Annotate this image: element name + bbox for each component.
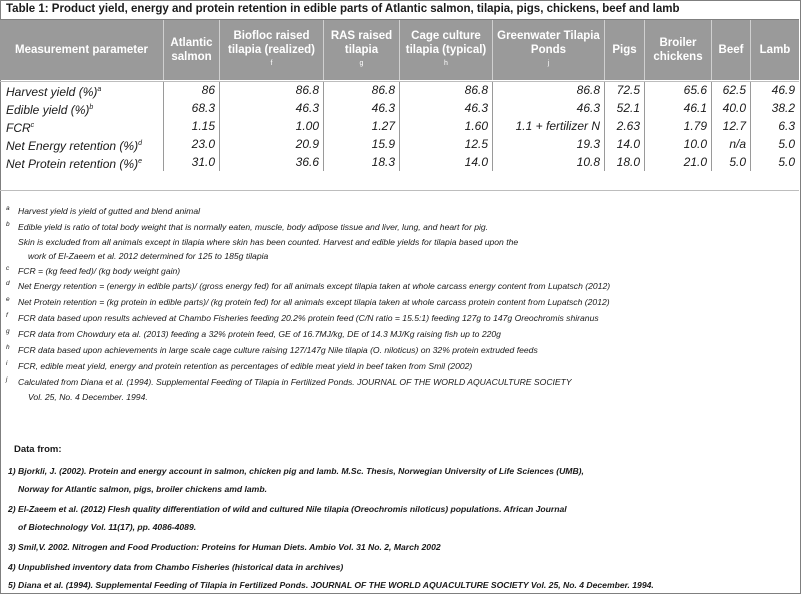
- table-cell: 46.3: [399, 99, 492, 117]
- table-cell: 62.5: [711, 81, 750, 99]
- column-header-label: Lamb: [759, 44, 791, 56]
- table-cell: 18.0: [604, 153, 644, 171]
- footnote-mark: f: [6, 312, 8, 319]
- footnote-text: work of El-Zaeem et al. 2012 determined for 125 to 185g tilapia: [28, 251, 269, 261]
- footnote-mark: g: [6, 328, 10, 335]
- table-cell: 19.3: [492, 135, 604, 153]
- column-header: [711, 20, 750, 80]
- source-reference: 3) Smil,V. 2002. Nitrogen and Food Production: Proteins for Human Diets. Ambio Vol. 31 No. 2, March 2002: [8, 542, 441, 552]
- row-label-footnote-mark: b: [89, 104, 94, 111]
- table-cell: 12.7: [711, 117, 750, 135]
- column-header: [0, 20, 163, 80]
- footnote-text: Calculated from Diana et al. (1994). Supplemental Feeding of Tilapia in Fertilized Ponds. JOURNAL OF THE WORLD AQUACULTURE SOCIETY: [18, 377, 572, 387]
- row-label-footnote-mark: c: [30, 122, 35, 129]
- column-header-footnote-mark: h: [444, 60, 448, 67]
- footnote-text: Net Energy retention = (energy in edible parts)/ (gross energy fed) for all animals except tilapia taken at whole carcass energy content from Lupatsch (2012): [18, 281, 611, 291]
- table-cell: 65.6: [644, 81, 711, 99]
- table-cell: 86: [163, 81, 219, 99]
- table-row: [0, 153, 799, 171]
- table-cell: 21.0: [644, 153, 711, 171]
- row-label: [0, 99, 163, 117]
- row-label-footnote-mark: e: [138, 158, 142, 165]
- table-cell: 18.3: [323, 153, 399, 171]
- table-row: [0, 117, 799, 135]
- table-cell: 46.3: [323, 99, 399, 117]
- source-reference: 2) El-Zaeem et al. (2012) Flesh quality differentiation of wild and cultured Nile tilapia (Oreochromis niloticus) populations. African Journal: [8, 504, 567, 514]
- table-cell: 46.9: [750, 81, 799, 99]
- table-cell: 2.63: [604, 117, 644, 135]
- source-reference: 1) Bjorkli, J. (2002). Protein and energy account in salmon, chicken pig and lamb. M.Sc. Thesis, Norwegian University of Life Sciences (UMB),: [8, 466, 584, 476]
- column-header-label: Biofloc raised tilapia (realized): [228, 30, 315, 56]
- table-row: [0, 135, 799, 153]
- row-label-text: Net Protein retention (%): [6, 157, 139, 171]
- table-title: Table 1: Product yield, energy and protein retention in edible parts of Atlantic salmon, tilapia, pigs, chickens, beef and lamb: [0, 0, 799, 20]
- column-header: [399, 20, 492, 80]
- table-cell: 1.1 + fertilizer N: [492, 117, 604, 135]
- table-cell: 5.0: [750, 153, 799, 171]
- table-cell: 1.27: [323, 117, 399, 135]
- table-cell: 1.15: [163, 117, 219, 135]
- table-cell: 1.60: [399, 117, 492, 135]
- footnote-mark: h: [6, 344, 10, 351]
- footnote-text: Net Protein retention = (kg protein in edible parts)/ (kg protein fed) for all animals except tilapia taken at whole carcass protein content from Lupatsch (2012): [18, 297, 610, 307]
- table-cell: 68.3: [163, 99, 219, 117]
- source-reference: of Biotechnology Vol. 11(17), pp. 4086-4089.: [18, 522, 197, 532]
- table-cell: 23.0: [163, 135, 219, 153]
- column-header: [323, 20, 399, 80]
- footnote-text: Harvest yield is yield of gutted and blend animal: [18, 206, 201, 216]
- table-cell: 1.00: [219, 117, 323, 135]
- table-cell: 46.1: [644, 99, 711, 117]
- row-label-footnote-mark: a: [97, 86, 102, 93]
- source-reference: 4) Unpublished inventory data from Chambo Fisheries (historical data in archives): [8, 562, 344, 572]
- column-header-footnote-mark: f: [270, 60, 273, 67]
- table-cell: 5.0: [711, 153, 750, 171]
- column-header: [644, 20, 711, 80]
- column-header-label: Cage culture tilapia (typical): [405, 30, 487, 56]
- footnote-mark: e: [6, 296, 10, 303]
- row-label: [0, 117, 163, 135]
- data-from-heading: Data from:: [14, 444, 62, 455]
- column-header: [492, 20, 604, 80]
- footnote-text: FCR data from Chowdury eta al. (2013) feeding a 32% protein feed, GE of 16.7MJ/kg, DE of 14.3 MJ/Kg raising fish up to 220g: [18, 329, 501, 339]
- column-header: [750, 20, 799, 80]
- footnote-text: FCR = (kg feed fed)/ (kg body weight gain): [18, 266, 181, 276]
- row-label-text: Net Energy retention (%): [6, 139, 139, 153]
- table-cell: 12.5: [399, 135, 492, 153]
- row-label: [0, 153, 163, 171]
- table-cell: 10.8: [492, 153, 604, 171]
- table-rule: [0, 190, 799, 191]
- table-row: [0, 99, 799, 117]
- column-header-label: Pigs: [612, 44, 637, 56]
- row-label-text: Edible yield (%): [6, 103, 90, 117]
- table-cell: 40.0: [711, 99, 750, 117]
- table-cell: 36.6: [219, 153, 323, 171]
- table-cell: 1.79: [644, 117, 711, 135]
- row-label-text: Harvest yield (%): [6, 85, 98, 99]
- table-cell: 86.8: [219, 81, 323, 99]
- row-label: [0, 135, 163, 153]
- footnote-mark: c: [6, 265, 10, 272]
- column-header-label: Greenwater Tilapia Ponds: [497, 30, 600, 56]
- table-cell: 46.3: [219, 99, 323, 117]
- table-cell: 15.9: [323, 135, 399, 153]
- table-cell: 10.0: [644, 135, 711, 153]
- footnote-text: FCR, edible meat yield, energy and protein retention as percentages of edible meat yield in beef taken from Smil (2002): [18, 361, 473, 371]
- table-row: [0, 81, 799, 99]
- column-header-footnote-mark: g: [359, 60, 364, 67]
- column-header-footnote-mark: j: [547, 60, 550, 67]
- footnote-text: Vol. 25, No. 4 December. 1994.: [28, 392, 148, 402]
- table-cell: 72.5: [604, 81, 644, 99]
- table-rule: [0, 81, 799, 82]
- column-header-label: Atlantic salmon: [170, 37, 213, 63]
- footnote-text: FCR data based upon achievements in large scale cage culture raising 127/147g Nile tilapia (O. niloticus) on 32% protein extruded feeds: [18, 345, 538, 355]
- table-cell: 6.3: [750, 117, 799, 135]
- footnote-text: Edible yield is ratio of total body weight that is normally eaten, muscle, body adipose tissue and liver, lung, and heart for pig.: [18, 222, 489, 232]
- column-header-label: RAS raised tilapia: [330, 30, 393, 56]
- table-cell: 52.1: [604, 99, 644, 117]
- footnote-mark: i: [6, 360, 8, 367]
- table-cell: 46.3: [492, 99, 604, 117]
- footnote-mark: a: [6, 205, 10, 212]
- table-cell: 86.8: [323, 81, 399, 99]
- table-cell: 31.0: [163, 153, 219, 171]
- column-header: [219, 20, 323, 80]
- source-reference: Norway for Atlantic salmon, pigs, broiler chickens amd lamb.: [18, 484, 267, 494]
- table-cell: 14.0: [604, 135, 644, 153]
- table-cell: 86.8: [492, 81, 604, 99]
- footnote-text: FCR data based upon results achieved at Chambo Fisheries feeding 20.2% protein feed (C/N ratio = 15.5:1) feeding 127g to 147g Oreochromis shiranus: [18, 313, 599, 323]
- table-cell: n/a: [711, 135, 750, 153]
- column-header-label: Broiler chickens: [653, 37, 703, 63]
- column-header: [163, 20, 219, 80]
- column-header-label: Measurement parameter: [15, 44, 148, 56]
- row-label-text: FCR: [6, 121, 31, 135]
- row-label-footnote-mark: d: [138, 140, 142, 147]
- table-cell: 38.2: [750, 99, 799, 117]
- column-header-label: Beef: [718, 44, 744, 56]
- row-label: [0, 81, 163, 99]
- footnote-mark: j: [6, 376, 8, 383]
- table-cell: 14.0: [399, 153, 492, 171]
- source-reference: 5) Diana et al. (1994). Supplemental Feeding of Tilapia in Fertilized Ponds. JOURNAL OF THE WORLD AQUACULTURE SOCIETY Vol. 25, No. 4 December. 1994.: [8, 580, 654, 590]
- table-cell: 5.0: [750, 135, 799, 153]
- table-cell: 20.9: [219, 135, 323, 153]
- column-header: [604, 20, 644, 80]
- footnote-text: Skin is excluded from all animals except in tilapia where skin has been counted. Harvest and edible yields for tilapia based upon the: [18, 237, 519, 247]
- table-cell: 86.8: [399, 81, 492, 99]
- footnote-mark: d: [6, 280, 10, 287]
- footnote-mark: b: [6, 221, 10, 228]
